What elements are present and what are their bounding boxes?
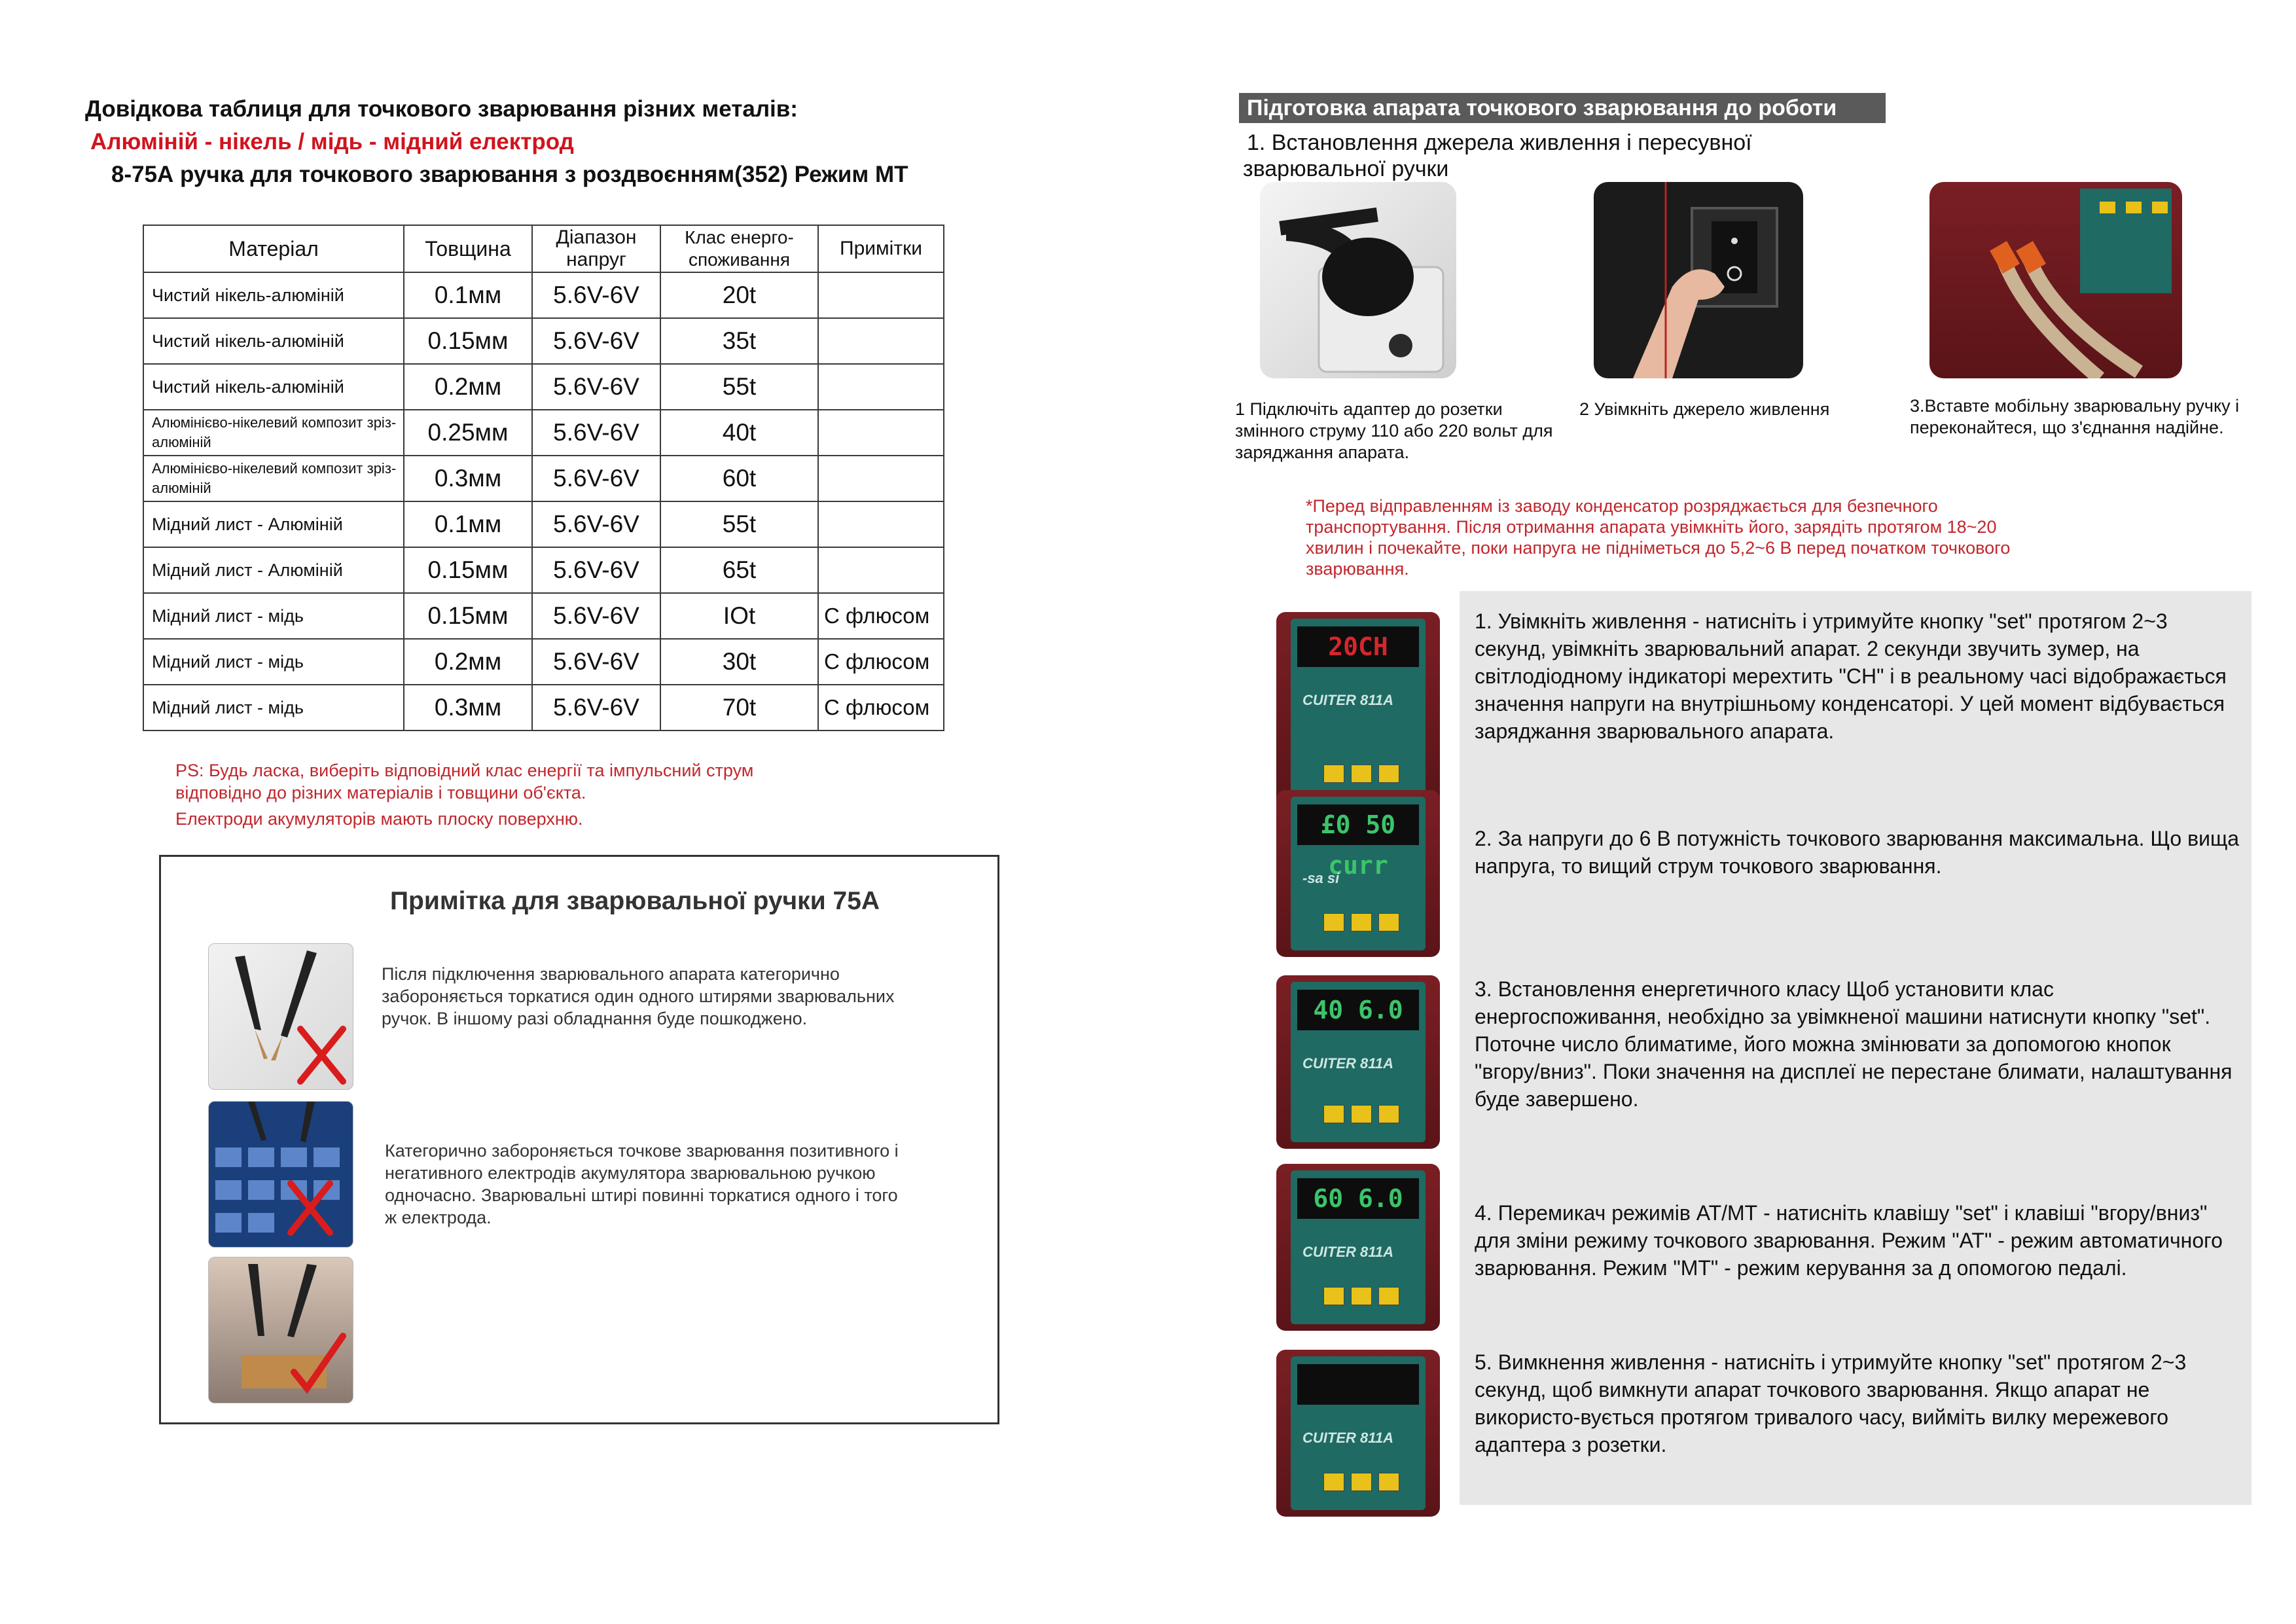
cell-material: Мідний лист - Алюміній [143,547,404,593]
ps-line-2: відповідно до різних матеріалів і товщини об'єкта. [175,783,586,803]
cell-notes: С флюсом [818,685,944,731]
set-button-icon [1378,1105,1399,1123]
cell-thickness: 0.1мм [404,501,532,547]
cell-voltage: 5.6V-6V [532,272,660,318]
device-buttons [1323,1473,1406,1494]
table-row [143,639,944,685]
cell-material: Чистий нікель-алюміній [143,364,404,410]
cell-thickness: 0.15мм [404,593,532,639]
step-text-1: 1. Увімкніть живлення - натисніть і утримуйте кнопку "set" протягом 2~3 секунд, увімкніть зварювальний апарат. 2 секунди звучить зумер, на світлодіодному індикаторі мерехтить "CH" і в реальному часі відображається значення напруги на внутрішньому конденсаторі. У цей момент відбувається заряджання зварювального апарата. [1475,609,2227,743]
handle-connection-photo [1929,182,2182,378]
cell-notes [818,547,944,593]
device-display: 40 6.0 [1297,990,1419,1030]
cell-energy-class: 55t [660,364,818,410]
table-row [143,501,944,547]
header-energy-class: Клас енерго-споживання [660,225,818,272]
header-thickness: Товщина [404,225,532,272]
cell-thickness: 0.2мм [404,364,532,410]
power-switch-photo [1594,182,1803,378]
cell-thickness: 0.2мм [404,639,532,685]
cell-voltage: 5.6V-6V [532,318,660,364]
up-button-icon [1323,913,1344,931]
table-row [143,456,944,501]
table-header-row [143,225,944,272]
up-button-icon [1323,1287,1344,1305]
correct-usage-photo [208,1257,353,1403]
cell-material: Мідний лист - мідь [143,639,404,685]
cell-material: Чистий нікель-алюміній [143,272,404,318]
caption-2: 2 Увімкніть джерело живлення [1579,399,1830,419]
cell-thickness: 0.15мм [404,547,532,593]
device-buttons [1323,1287,1406,1308]
cell-thickness: 0.25мм [404,410,532,456]
note-title: Примітка для зварювальної ручки 75А [390,887,880,915]
cell-notes [818,410,944,456]
device-panel [1291,797,1426,950]
up-button-icon [1323,1105,1344,1123]
device-panel [1291,982,1426,1142]
device-brand: CUITER 811A [1302,1244,1393,1260]
step-text-2: 2. За напруги до 6 В потужність точкового зварювання максимальна. Що вища напруга, то вищий струм точкового зварювання. [1475,827,2240,878]
cell-voltage: 5.6V-6V [532,456,660,501]
down-button-icon [1351,1473,1372,1491]
cell-notes: С флюсом [818,639,944,685]
up-button-icon [1323,765,1344,783]
socket-photo [1260,182,1456,378]
cell-notes [818,272,944,318]
welder-device-photo [1276,612,1440,808]
set-button-icon [1378,1287,1399,1305]
welder-device-photo [1276,1350,1440,1517]
device-panel [1291,1170,1426,1324]
cell-material: Алюмінієво-нікелевий композит зріз-алюміній [143,456,404,501]
section-header: Підготовка апарата точкового зварювання до роботи [1239,93,1886,123]
cell-material: Мідний лист - Алюміній [143,501,404,547]
cell-voltage: 5.6V-6V [532,501,660,547]
down-button-icon [1351,1105,1372,1123]
device-brand: CUITER 811A [1302,692,1393,708]
cell-voltage: 5.6V-6V [532,639,660,685]
cell-energy-class: 70t [660,685,818,731]
cell-thickness: 0.1мм [404,272,532,318]
down-button-icon [1351,1287,1372,1305]
table-row [143,685,944,731]
note-text-2: Категорично забороняється точкове зварювання позитивного і негативного електродів акумулятора зварювальною ручкою одночасно. Зварювальні штирі повинні торкатися одного і того ж електрода. [385,1141,899,1227]
cell-voltage: 5.6V-6V [532,547,660,593]
cell-energy-class: 60t [660,456,818,501]
header-notes: Примітки [818,225,944,272]
table-row [143,272,944,318]
down-button-icon [1351,765,1372,783]
cell-notes [818,364,944,410]
welding-reference-table [143,225,944,731]
cell-energy-class: 40t [660,410,818,456]
cross-icon [300,1029,343,1081]
cell-voltage: 5.6V-6V [532,685,660,731]
device-buttons [1323,765,1406,786]
device-brand: CUITER 811A [1302,1055,1393,1072]
cell-notes [818,318,944,364]
device-display: £0 50 curr [1297,804,1419,845]
device-display: 20CH [1297,626,1419,667]
ps-line-3: Електроди акумуляторів мають плоску поверхню. [175,809,583,829]
table-row [143,364,944,410]
cell-material: Алюмінієво-нікелевий композит зріз-алюміній [143,410,404,456]
ps-line-1: PS: Будь ласка, виберіть відповідний клас енергії та імпульсний струм [175,761,754,780]
cell-energy-class: IOt [660,593,818,639]
step-text-4: 4. Перемикач режимів АТ/МТ - натисніть клавішу "set" і клавіші "вгору/вниз" для зміни режиму точкового зварювання. Режим "АТ" - режим автоматичного зварювання. Режим "МТ" - режим керування за д опомогою педалі. [1475,1201,2223,1280]
cell-notes: С флюсом [818,593,944,639]
cell-material: Мідний лист - мідь [143,685,404,731]
table-row [143,318,944,364]
device-buttons [1323,1105,1406,1127]
cell-energy-class: 55t [660,501,818,547]
note-text-1: Після підключення зварювального апарата категорично забороняється торкатися один одного штирями зварювальних ручок. В іншому разі обладнання буде пошкоджено. [382,964,895,1028]
charging-warning: *Перед відправленням із заводу конденсатор розряджається для безпечного транспортування. Після отримання апарата увімкніть його, зарядіть протягом 18~20 хвилин і почекайте, поки напруга не підніметься до 5,2~6 В перед початком точкового зварювання. [1306,496,2011,579]
welder-device-photo [1276,790,1440,957]
cell-notes [818,501,944,547]
cell-energy-class: 30t [660,639,818,685]
table-row [143,410,944,456]
section-subtitle [1243,130,1752,182]
caption-3: 3.Вставте мобільну зварювальну ручку і переконайтеся, що з'єднання надійне. [1910,396,2240,437]
left-title [85,93,908,191]
cell-thickness: 0.15мм [404,318,532,364]
device-display [1297,1364,1419,1405]
set-button-icon [1378,913,1399,931]
table-row [143,547,944,593]
ps-note [175,759,753,830]
title-line-2: Алюміній - нікель / мідь - мідний електрод [90,129,574,154]
up-button-icon [1323,1473,1344,1491]
device-buttons [1323,913,1406,935]
header-material: Матеріал [143,225,404,272]
caption-1: 1 Підключіть адаптер до розетки змінного струму 110 або 220 вольт для заряджання апарата. [1235,399,1553,462]
table-row [143,593,944,639]
step-text-3: 3. Встановлення енергетичного класу Щоб установити клас енергоспоживання, необхідно за увімкненої машини натиснути кнопку "set". Поточне число блиматиме, його можна змінювати за допомогою кнопок "вгору/вниз". Поки значення на дисплеї не перестане блимати, налаштування буде завершено. [1475,977,2233,1111]
cell-notes [818,456,944,501]
cell-thickness: 0.3мм [404,685,532,731]
subtitle-line-2: зварювальної ручки [1243,156,1449,181]
welder-device-photo [1276,1164,1440,1331]
set-button-icon [1378,1473,1399,1491]
step-text-5: 5. Вимкнення живлення - натисніть і утримуйте кнопку "set" протягом 2~3 секунд, щоб вимкнути апарат точкового зварювання. Якщо апарат не використо-вується протягом тривалого часу, вийміть вилку мережевого адаптера з розетки. [1475,1350,2187,1456]
cell-thickness: 0.3мм [404,456,532,501]
device-brand: -sa si [1302,870,1340,886]
pins-touching-photo [208,943,353,1090]
title-line-3: 8-75А ручка для точкового зварювання з роздвоєнням(352) Режим МТ [111,162,908,187]
device-display: 60 6.0 [1297,1178,1419,1219]
device-brand: CUITER 811A [1302,1430,1393,1446]
cell-voltage: 5.6V-6V [532,410,660,456]
welder-device-photo [1276,975,1440,1149]
cell-material: Мідний лист - мідь [143,593,404,639]
header-voltage: Діапазон напруг [532,225,660,272]
down-button-icon [1351,913,1372,931]
cell-voltage: 5.6V-6V [532,364,660,410]
device-panel [1291,1356,1426,1510]
handle-note-box [159,855,999,1424]
cell-energy-class: 65t [660,547,818,593]
title-line-1: Довідкова таблиця для точкового зварювання різних металів: [85,96,798,122]
cell-voltage: 5.6V-6V [532,593,660,639]
cell-material: Чистий нікель-алюміній [143,318,404,364]
step-background [1460,787,2251,984]
cell-energy-class: 20t [660,272,818,318]
cross-icon [291,1183,330,1233]
set-button-icon [1378,765,1399,783]
both-electrodes-photo [208,1101,353,1248]
device-panel [1291,619,1426,802]
subtitle-line-1: 1. Встановлення джерела живлення і пересувної [1247,130,1752,155]
cell-energy-class: 35t [660,318,818,364]
